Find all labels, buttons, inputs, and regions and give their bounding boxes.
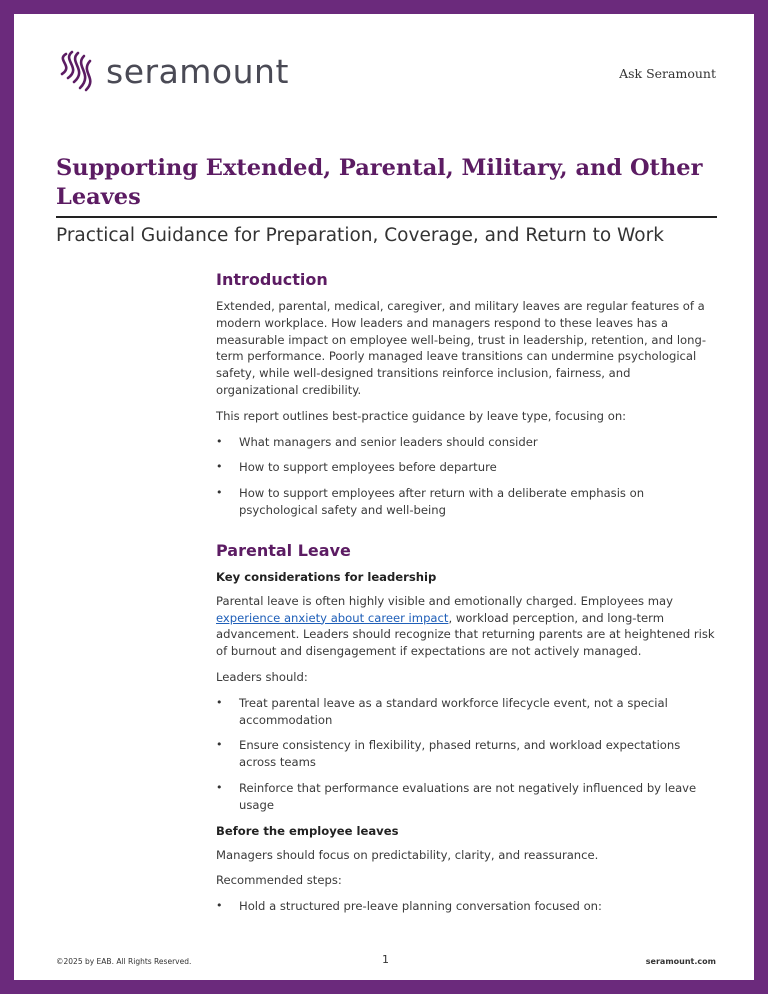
list-item: • What managers and senior leaders should consider: [216, 434, 716, 451]
leadership-considerations-subheading: Key considerations for leadership: [216, 569, 437, 584]
intro-paragraph-2: This report outlines best-practice guidance by leave type, focusing on:: [216, 408, 627, 423]
parental-paragraph-1: [216, 593, 716, 660]
intro-bullet-list: [216, 434, 716, 519]
intro-heading: Introduction: [216, 270, 328, 289]
parental-paragraph-3: Managers should focus on predictability, clarity, and reassurance.: [216, 847, 599, 862]
list-item: • Ensure consistency in flexibility, phased returns, and workload expectations across teams: [216, 737, 716, 771]
paragraph-text: Parental leave is often highly visible and emotionally charged. Employees may: [216, 593, 674, 608]
document-subtitle: Practical Guidance for Preparation, Coverage, and Return to Work: [56, 225, 664, 246]
header-tagline: Ask Seramount: [619, 66, 716, 81]
list-item: • How to support employees before departure: [216, 459, 716, 476]
intro-paragraph-1: Extended, parental, medical, caregiver, and military leaves are regular features of a modern workplace. How leaders and managers respond to these leaves has a measurable impact on employee well-being, trust in leadership, retention, and long-term performance. Poorly managed leave transitions can undermine psychological safety, while well-designed transitions reinforce inclusion, fairness, and organizational credibility.: [216, 299, 707, 397]
logo-swirl-icon: [52, 48, 100, 94]
list-item: • Hold a structured pre-leave planning conversation focused on:: [216, 898, 716, 915]
before-leave-subheading: Before the employee leaves: [216, 823, 399, 838]
parental-leave-heading: Parental Leave: [216, 540, 351, 560]
footer-copyright: ©2025 by EAB. All Rights Reserved.: [56, 957, 192, 966]
title-divider: [56, 216, 717, 218]
list-item: • How to support employees after return with a deliberate emphasis on psychological safety and well-being: [216, 485, 716, 519]
list-item: • Reinforce that performance evaluations are not negatively influenced by leave usage: [216, 780, 716, 814]
logo-wordmark: seramount: [106, 51, 289, 91]
document-title: Supporting Extended, Parental, Military, and Other Leaves: [56, 155, 703, 210]
steps-bullet-list: [216, 898, 716, 915]
leaders-bullet-list: [216, 695, 716, 814]
main-content: [216, 270, 716, 924]
list-item: • Treat parental leave as a standard workforce lifecycle event, not a special accommodation: [216, 695, 716, 729]
paragraph-text: , workload perception, and long-term advancement. Leaders should recognize that returning parents are at heightened risk of burnout and disengagement if expectations are not actively managed.: [216, 610, 715, 659]
footer-website: seramount.com: [645, 957, 716, 966]
parental-paragraph-2: Leaders should:: [216, 669, 308, 684]
seramount-logo: [52, 48, 289, 94]
parental-paragraph-4: Recommended steps:: [216, 873, 342, 888]
document-page: [14, 14, 754, 980]
career-impact-link[interactable]: experience anxiety about career impact: [216, 610, 449, 625]
page-number: 1: [382, 953, 389, 966]
